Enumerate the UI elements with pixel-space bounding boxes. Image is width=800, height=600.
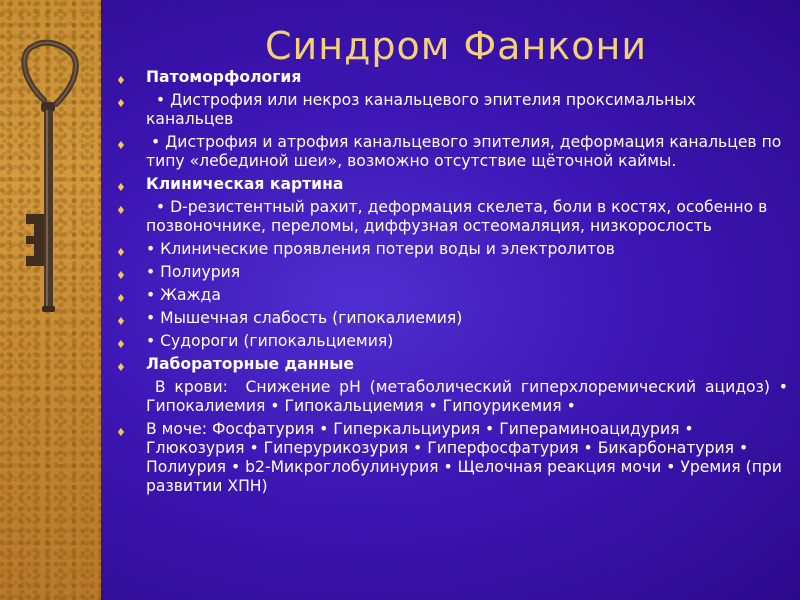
list-item: [116, 378, 793, 416]
list-item: [116, 309, 788, 328]
list-item-text: • Дистрофия и атрофия канальцевого эпителия, деформация канальцев по типу «лебединой шеи», возможно отсутствие щёточной каймы.: [146, 133, 787, 170]
section-heading: Клиническая картина: [146, 175, 344, 193]
diamond-bullet-icon: ♦: [116, 246, 126, 259]
bullet-list: [116, 68, 793, 500]
diamond-bullet-icon: ♦: [116, 426, 126, 439]
diamond-bullet-icon: ♦: [116, 315, 126, 328]
list-item: [116, 133, 788, 171]
list-item: [116, 286, 788, 305]
list-item: [116, 198, 788, 236]
section-heading: Патоморфология: [146, 68, 302, 86]
diamond-bullet-icon: ♦: [116, 97, 126, 110]
slide-title: Синдром Фанкони: [265, 24, 648, 68]
diamond-bullet-icon: ♦: [116, 338, 126, 351]
section-heading: Лабораторные данные: [146, 355, 354, 373]
diamond-bullet-icon: ♦: [116, 139, 126, 152]
list-item: [116, 332, 788, 351]
key-icon: [0, 0, 101, 600]
diamond-bullet-icon: ♦: [116, 292, 126, 305]
list-item: [116, 91, 788, 129]
diamond-bullet-icon: ♦: [116, 361, 126, 374]
list-item-text: • Дистрофия или некроз канальцевого эпителия проксимальных канальцев: [146, 91, 701, 128]
list-item-text: В моче: Фосфатурия • Гиперкальциурия • Гипераминоацидурия • Глюкозурия • Гиперурикозурия • Гиперфосфатурия • Бикарбонатурия • Полиурия • b2-Микроглобулинурия • Щелочная реакция мочи • Уремия (при развитии ХПН): [146, 420, 787, 495]
diamond-bullet-icon: ♦: [116, 269, 126, 282]
diamond-bullet-icon: ♦: [116, 204, 126, 217]
list-item-text: В крови: Снижение рН (метаболический гиперхлоремический ацидоз) • Гипокалиемия • Гипокальциемия • Гипоурикемия •: [146, 378, 793, 415]
list-item-text: • Полиурия: [146, 263, 241, 281]
diamond-bullet-icon: ♦: [116, 181, 126, 194]
list-item-text: • Мышечная слабость (гипокалиемия): [146, 309, 463, 327]
sand-texture-panel: [0, 0, 101, 600]
diamond-bullet-icon: ♦: [116, 74, 126, 87]
list-item: [116, 355, 788, 374]
list-item-text: • Клинические проявления потери воды и электролитов: [146, 240, 615, 258]
list-item: [116, 240, 788, 259]
list-item: [116, 175, 788, 194]
list-item: [116, 420, 788, 496]
list-item: [116, 68, 788, 87]
list-item-text: • Жажда: [146, 286, 221, 304]
list-item-text: • Судороги (гипокальциемия): [146, 332, 394, 350]
list-item-text: • D-резистентный рахит, деформация скелета, боли в костях, особенно в позвоночнике, переломы, диффузная остеомаляция, низкорослость: [146, 198, 773, 235]
list-item: [116, 263, 788, 282]
